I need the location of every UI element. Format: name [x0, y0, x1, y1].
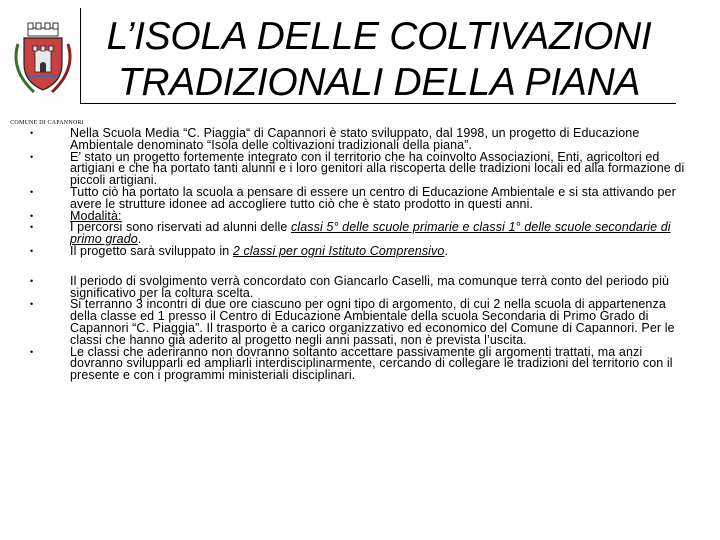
title-left-border	[80, 8, 81, 104]
item-text: Il periodo di svolgimento verrà concordato con Giancarlo Caselli, ma comunque terrà conto del periodo più significativo per la coltura scelta.	[70, 273, 670, 300]
item-text-emphasis: classi 5° delle scuole primarie e classi 1° delle scuole secondarie di primo grado	[70, 220, 671, 247]
item-text-before: I percorsi sono riservati ad alunni delle	[70, 220, 291, 235]
list-item	[30, 149, 690, 188]
item-text: Tutto ciò ha portato la scuola a pensare di essere un centro di Educazione Ambientale e si sta attivando per avere le strutture idonee ad accogliere tutto ciò che è stato prodotto in questi anni.	[70, 184, 676, 211]
item-text-emphasis: 2 classi per ogni Istituto Comprensivo	[232, 243, 445, 258]
coat-of-arms-icon	[4, 22, 82, 98]
bullet-icon: •	[30, 245, 34, 256]
item-text-before: Il progetto sarà sviluppato in	[70, 243, 233, 258]
list-item	[30, 273, 690, 300]
comune-coat-of-arms	[4, 22, 84, 126]
item-text-after: .	[444, 243, 449, 258]
title-box	[80, 8, 676, 104]
title-line-2: TRADIZIONALI DELLA PIANA	[117, 61, 641, 104]
item-text-after: .	[137, 232, 142, 247]
bullet-icon: •	[30, 222, 34, 233]
bullet-icon: •	[30, 186, 34, 197]
item-text: E’ stato un progetto fortemente integrato con il territorio che ha coinvolto Associazioni, Enti, agricoltori ed artigiani e che ha portato tanti alunni e i loro genitori alla riscoperta delle tradizioni locali ed alla formazione di piccoli artigiani.	[70, 149, 685, 188]
title-line-1: L’ISOLA DELLE COLTIVAZIONI	[106, 15, 652, 58]
bullet-icon: •	[30, 210, 34, 221]
bullet-icon: •	[30, 128, 34, 138]
bullet-list	[30, 128, 690, 382]
modalita-heading: Modalità:	[70, 208, 122, 223]
logo-caption: COMUNE DI CAPANNORI	[10, 120, 84, 126]
bullet-icon: •	[30, 151, 34, 162]
bullet-icon: •	[30, 299, 34, 310]
list-item	[30, 222, 690, 246]
item-text: Nella Scuola Media “C. Piaggia“ di Capannori è stato sviluppato, dal 1998, un progetto di Educazione Ambientale denominato “Isola delle coltivazioni tradizionali della piana”.	[70, 126, 640, 152]
list-item	[30, 243, 690, 258]
bullet-icon: •	[30, 346, 34, 357]
list-item	[30, 299, 690, 346]
bullet-icon: •	[30, 275, 34, 286]
slide-title	[82, 14, 676, 106]
list-item	[30, 344, 690, 383]
list-item	[30, 184, 690, 211]
list-item	[30, 128, 690, 152]
item-text: Si terranno 3 incontri di due ore ciascuno per ogni tipo di argomento, di cui 2 nella scuola di appartenenza della classe ed 1 presso il Centro di Educazione Ambientale della scuola Secondaria di Primo Grado di Capannori “C. Piaggia”. Il trasporto è a carico organizzativo ed economico del Comune di Capannori. Per le classi che hanno già aderito al progetto negli anni passati, non è prevista l’uscita.	[70, 297, 675, 347]
item-text: Le classi che aderiranno non dovranno soltanto accettare passivamente gli argomenti trattati, ma anzi dovranno svilupparli ed ampliarli interdisciplinarmente, cercando di collegare le tradizioni del territorio con il presente e con i programmi ministeriali disciplinari.	[70, 344, 673, 383]
